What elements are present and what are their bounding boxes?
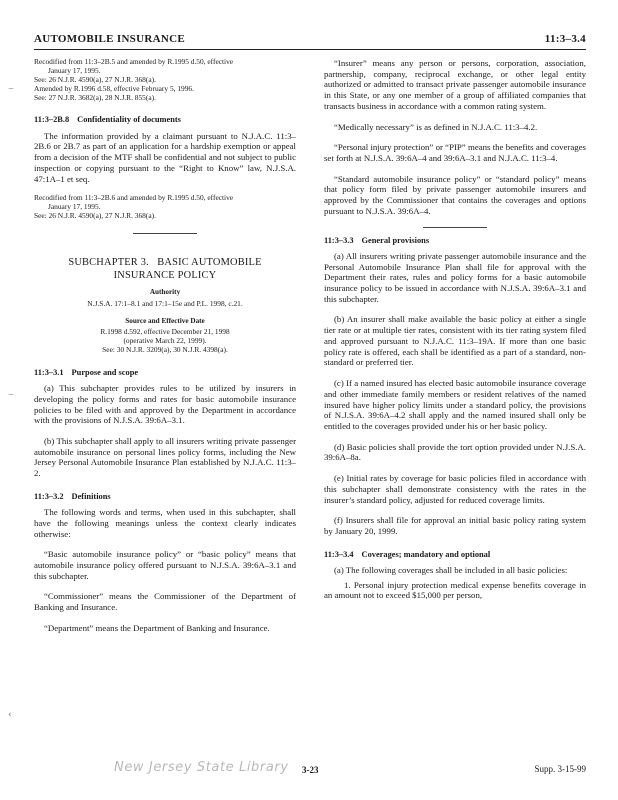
history-note-2	[34, 194, 296, 221]
section-heading-2b8	[34, 115, 296, 125]
margin-mark: ‹	[8, 710, 12, 720]
margin-mark: ⌣	[8, 84, 14, 94]
section-number: 11:3–2B.8	[34, 115, 70, 125]
running-header	[34, 33, 586, 50]
section-title: Purpose and scope	[71, 367, 139, 377]
paragraph: (a) All insurers writing private passenger automobile insurance and the Personal Automobile Insurance Plan shall file for approval with the Department their rates, rules and policy forms for a basic automobile insurance policy to be issued in accordance with N.J.S.A. 39:6A–3.1 and this subchapter.	[324, 250, 586, 304]
definition: “Personal injury protection” or “PIP” means the benefits and coverages set forth at N.J.S.A. 39:6A–4 and 39:6A–3.1 and N.J.A.C. 11:3–4.	[324, 142, 586, 164]
definition: “Commissioner” means the Commissioner of the Department of Banking and Insurance.	[34, 591, 296, 613]
paragraph: (e) Initial rates by coverage for basic policies filed in accordance with this subchapter shall demonstrate consistency with the rates in the insurer’s standard policy, adjusted for reduced coverage limits.	[324, 473, 586, 505]
section-number: 11:3–3.4	[324, 549, 354, 559]
section-heading-3-3	[324, 236, 586, 246]
section-title: Definitions	[71, 491, 111, 501]
section-heading-3-2	[34, 492, 296, 502]
history-line: Amended by R.1996 d.58, effective February 5, 1996.	[34, 83, 194, 93]
history-line: See: 27 N.J.R. 3682(a), 28 N.J.R. 855(a).	[34, 92, 156, 102]
history-line: January 17, 1995.	[48, 65, 101, 75]
paragraph: (d) Basic policies shall provide the tort option provided under N.J.S.A. 39:6A–8a.	[324, 441, 586, 463]
header-title: AUTOMOBILE INSURANCE	[34, 33, 185, 45]
authority-text: N.J.S.A. 17:1–8.1 and 17:1–15e and P.L. 1998, c.21.	[87, 298, 243, 308]
definition: “Standard automobile insurance policy” or “standard policy” means that policy form filed by private passenger automobile insurers and approved by the Commissioner that contains the coverages and options pursuant to N.J.S.A. 39:6A–4.	[324, 173, 586, 216]
section-heading-3-4	[324, 550, 586, 560]
section-number: 11:3–3.3	[324, 235, 354, 245]
paragraph: (c) If a named insured has elected basic automobile insurance coverage and other immediate family members or resident relatives of the named insured have higher policy limits under a standard policy, the provisions of N.J.S.A. 39:6A–4.2 shall apply and the named insured shall only be entitled to the coverages provided under his or her basic policy.	[324, 378, 586, 431]
subchapter-title-line: SUBCHAPTER 3. BASIC AUTOMOBILE	[68, 256, 262, 268]
section-title: Confidentiality of documents	[77, 115, 181, 125]
header-section-number: 11:3–3.4	[544, 33, 586, 45]
source-line: R.1998 d.592, effective December 21, 1998	[100, 327, 230, 337]
source-line: See: 30 N.J.R. 3209(a), 30 N.J.R. 4398(a).	[102, 345, 228, 355]
history-note-1	[34, 58, 296, 102]
section-text: The information provided by a claimant pursuant to N.J.A.C. 11:3–2B.6 or 2B.7 as part of an application for a hardship exemption or appeal from a decision of the MTF shall be confidential and not subject to public inspection or copying pursuant to the “Right to Know” law, N.J.S.A. 47:1A–1 et seq.	[34, 130, 296, 184]
source-heading: Source and Effective Date	[125, 316, 205, 325]
history-line: Recodified from 11:3–2B.6 and amended by R.1995 d.50, effective	[34, 193, 234, 203]
history-line: January 17, 1995.	[48, 202, 101, 212]
divider-rule	[133, 233, 197, 234]
page-footer	[34, 758, 586, 782]
section-number: 11:3–3.1	[34, 367, 64, 377]
divider-rule	[423, 227, 487, 228]
left-column	[34, 58, 296, 644]
authority-heading: Authority	[149, 287, 181, 296]
right-column	[324, 58, 586, 605]
paragraph: (b) This subchapter shall apply to all insurers writing private passenger automobile insurance on personal lines policy forms, including the New Jersey Personal Automobile Insurance Plan established by N.J.A.C. 11:3–2.	[34, 436, 296, 479]
section-number: 11:3–3.2	[34, 491, 64, 501]
supplement-date: Supp. 3-15-99	[534, 764, 586, 774]
definition: “Insurer” means any person or persons, corporation, association, partnership, company, reciprocal exchange, or other legal entity authorized or admitted to transact private passenger automobile insurance in this State, or any one member of a group of affiliated companies that transacts business in accordance with a common rating system.	[324, 58, 586, 111]
section-title: Coverages; mandatory and optional	[361, 549, 491, 559]
paragraph: The following words and terms, when used in this subchapter, shall have the following meanings unless the context clearly indicates otherwise:	[34, 507, 296, 539]
paragraph: (f) Insurers shall file for approval an initial basic policy rating system by January 20, 1999.	[324, 515, 586, 536]
section-title: General provisions	[361, 235, 430, 245]
list-item: 1. Personal injury protection medical expense benefits coverage in an amount not to exceed $15,000 per person,	[324, 579, 586, 601]
paragraph: (a) The following coverages shall be included in all basic policies:	[334, 564, 568, 575]
definition: “Department” means the Department of Banking and Insurance.	[44, 622, 270, 633]
history-line: See: 26 N.J.R. 4590(a), 27 N.J.R. 368(a).	[34, 210, 156, 220]
history-line: Recodified from 11:3–2B.5 and amended by R.1995 d.50, effective	[34, 57, 234, 66]
library-watermark: New Jersey State Library	[114, 760, 289, 775]
section-heading-3-1	[34, 368, 296, 378]
source-text	[34, 328, 296, 355]
definition: “Medically necessary” is as defined in N.J.A.C. 11:3–4.2.	[334, 121, 538, 132]
margin-mark: ⌣	[8, 390, 14, 400]
subchapter-title-line: INSURANCE POLICY	[113, 269, 217, 281]
source-line: (operative March 22, 1999).	[123, 336, 207, 346]
subchapter-title	[34, 256, 296, 282]
paragraph: (a) This subchapter provides rules to be utilized by insurers in developing the policy forms and rates for basic automobile insurance policies to be filed with and approved by the Department in accordance with the provisions of N.J.S.A. 39:6A–3.1.	[34, 383, 296, 426]
definition: “Basic automobile insurance policy” or “basic policy” means that automobile insurance policy offered pursuant to N.J.S.A. 39:6A–3.1 and this subchapter.	[34, 549, 296, 581]
paragraph: (b) An insurer shall make available the basic policy at either a single tier rate or at multiple tier rates, consistent with its tier rating system filed and approved pursuant to N.J.A.C. 11:3–19A. If more than one basic policy rate is offered, each shall be identified as a part of a standard, non-standard or preferred tier.	[324, 314, 586, 368]
page-number: 3-23	[302, 765, 319, 775]
history-line: See: 26 N.J.R. 4590(a), 27 N.J.R. 368(a).	[34, 74, 156, 84]
